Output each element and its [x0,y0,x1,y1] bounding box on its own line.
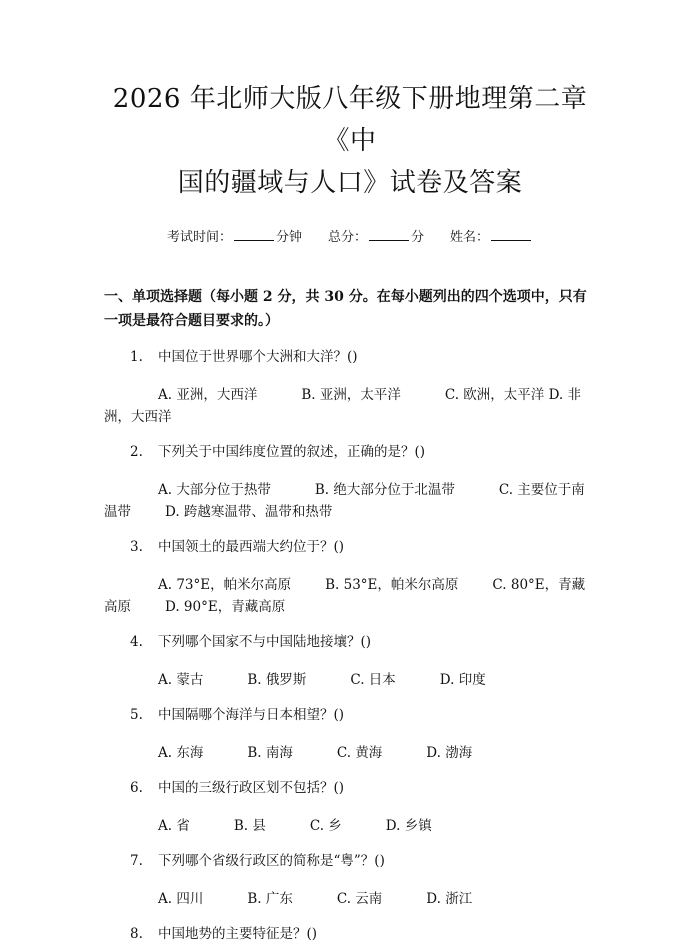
question-text: 下列关于中国纬度位置的叙述，正确的是？() [158,444,426,460]
option-a[interactable]: A. 亚洲，大西洋 [158,387,258,403]
option-b[interactable]: B. 俄罗斯 [247,672,307,688]
option-b[interactable]: B. 绝大部分位于北温带 [314,482,455,498]
question-number: 6. [130,780,143,796]
option-c[interactable]: C. 80°E，青藏高原 [104,577,586,615]
question-stem [104,631,596,653]
question-number: 2. [130,444,143,460]
option-a[interactable]: A. 大部分位于热带 [158,482,271,498]
question [104,536,596,618]
total-score-blank[interactable] [369,228,409,241]
question-text: 中国位于世界哪个大洲和大洋？() [158,349,358,365]
option-a[interactable]: A. 蒙古 [158,672,204,688]
question [104,346,596,428]
question-options [104,888,596,910]
option-d[interactable]: D. 乡镇 [385,818,432,834]
option-b[interactable]: B. 广东 [247,891,293,907]
question-stem [104,850,596,872]
section-heading: 一、单项选择题（每小题 2 分，共 30 分。在每小题列出的四个选项中，只有一项是最符合题目要求的。） [104,289,587,329]
option-b[interactable]: B. 县 [233,818,266,834]
option-a[interactable]: A. 省 [158,818,190,834]
question-number: 5. [130,707,143,723]
option-c[interactable]: C. 云南 [336,891,383,907]
question-text: 中国领土的最西端大约位于？() [158,539,345,555]
option-c[interactable]: C. 主要位于南温带 [104,482,585,520]
question [104,441,596,523]
option-c[interactable]: C. 日本 [350,672,396,688]
student-name-label: 姓名： [450,230,490,245]
question [104,777,596,837]
question-number: 4. [130,634,143,650]
option-d[interactable]: D. 跨越寒温带、温带和热带 [165,504,333,520]
option-b[interactable]: B. 亚洲，太平洋 [301,387,401,403]
option-d[interactable]: D. 非洲，大西洋 [104,387,582,425]
option-a[interactable]: A. 四川 [158,891,204,907]
question-stem [104,923,596,945]
option-d[interactable]: D. 浙江 [426,891,473,907]
option-d[interactable]: D. 90°E，青藏高原 [165,599,286,615]
question-number: 1. [130,349,143,365]
question-stem [104,441,596,463]
question [104,704,596,764]
question-number: 8. [130,926,143,942]
student-name-blank[interactable] [491,228,531,241]
question-number: 3. [130,539,143,555]
question-stem [104,346,596,368]
question-options [104,574,596,618]
question [104,850,596,910]
exam-title [104,0,596,204]
option-c[interactable]: C. 黄海 [336,745,383,761]
question-options [104,384,596,428]
question-stem [104,704,596,726]
option-c[interactable]: C. 欧洲，太平洋 [444,387,545,403]
title-line-1: 2026 年北师大版八年级下册地理第二章《中 [112,84,588,156]
question [104,923,596,945]
question-options [104,479,596,523]
option-c[interactable]: C. 乡 [309,818,342,834]
exam-info-line [104,226,596,245]
question-text: 中国隔哪个海洋与日本相望？() [158,707,345,723]
exam-time-unit: 分钟 [275,230,302,245]
total-score-label: 总分： [327,230,367,245]
question-text: 中国的三级行政区划不包括？() [158,780,345,796]
option-a[interactable]: A. 东海 [158,745,204,761]
title-line-2: 国的疆域与人口》试卷及答案 [177,168,523,198]
option-d[interactable]: D. 印度 [439,672,486,688]
question [104,631,596,691]
question-stem [104,536,596,558]
option-b[interactable]: B. 南海 [247,745,293,761]
total-score-unit: 分 [411,230,425,245]
question-options [104,815,596,837]
question-number: 7. [130,853,143,869]
option-b[interactable]: B. 53°E，帕米尔高原 [325,577,459,593]
question-options [104,742,596,764]
question-text: 中国地势的主要特征是？() [158,926,318,942]
option-d[interactable]: D. 渤海 [426,745,473,761]
option-a[interactable]: A. 73°E，帕米尔高原 [158,577,292,593]
question-stem [104,777,596,799]
question-text: 下列哪个国家不与中国陆地接壤？() [158,634,372,650]
exam-time-label: 考试时间： [166,230,232,245]
exam-time-blank[interactable] [234,228,274,241]
question-text: 下列哪个省级行政区的简称是“粤”？() [158,853,385,869]
question-options [104,669,596,691]
